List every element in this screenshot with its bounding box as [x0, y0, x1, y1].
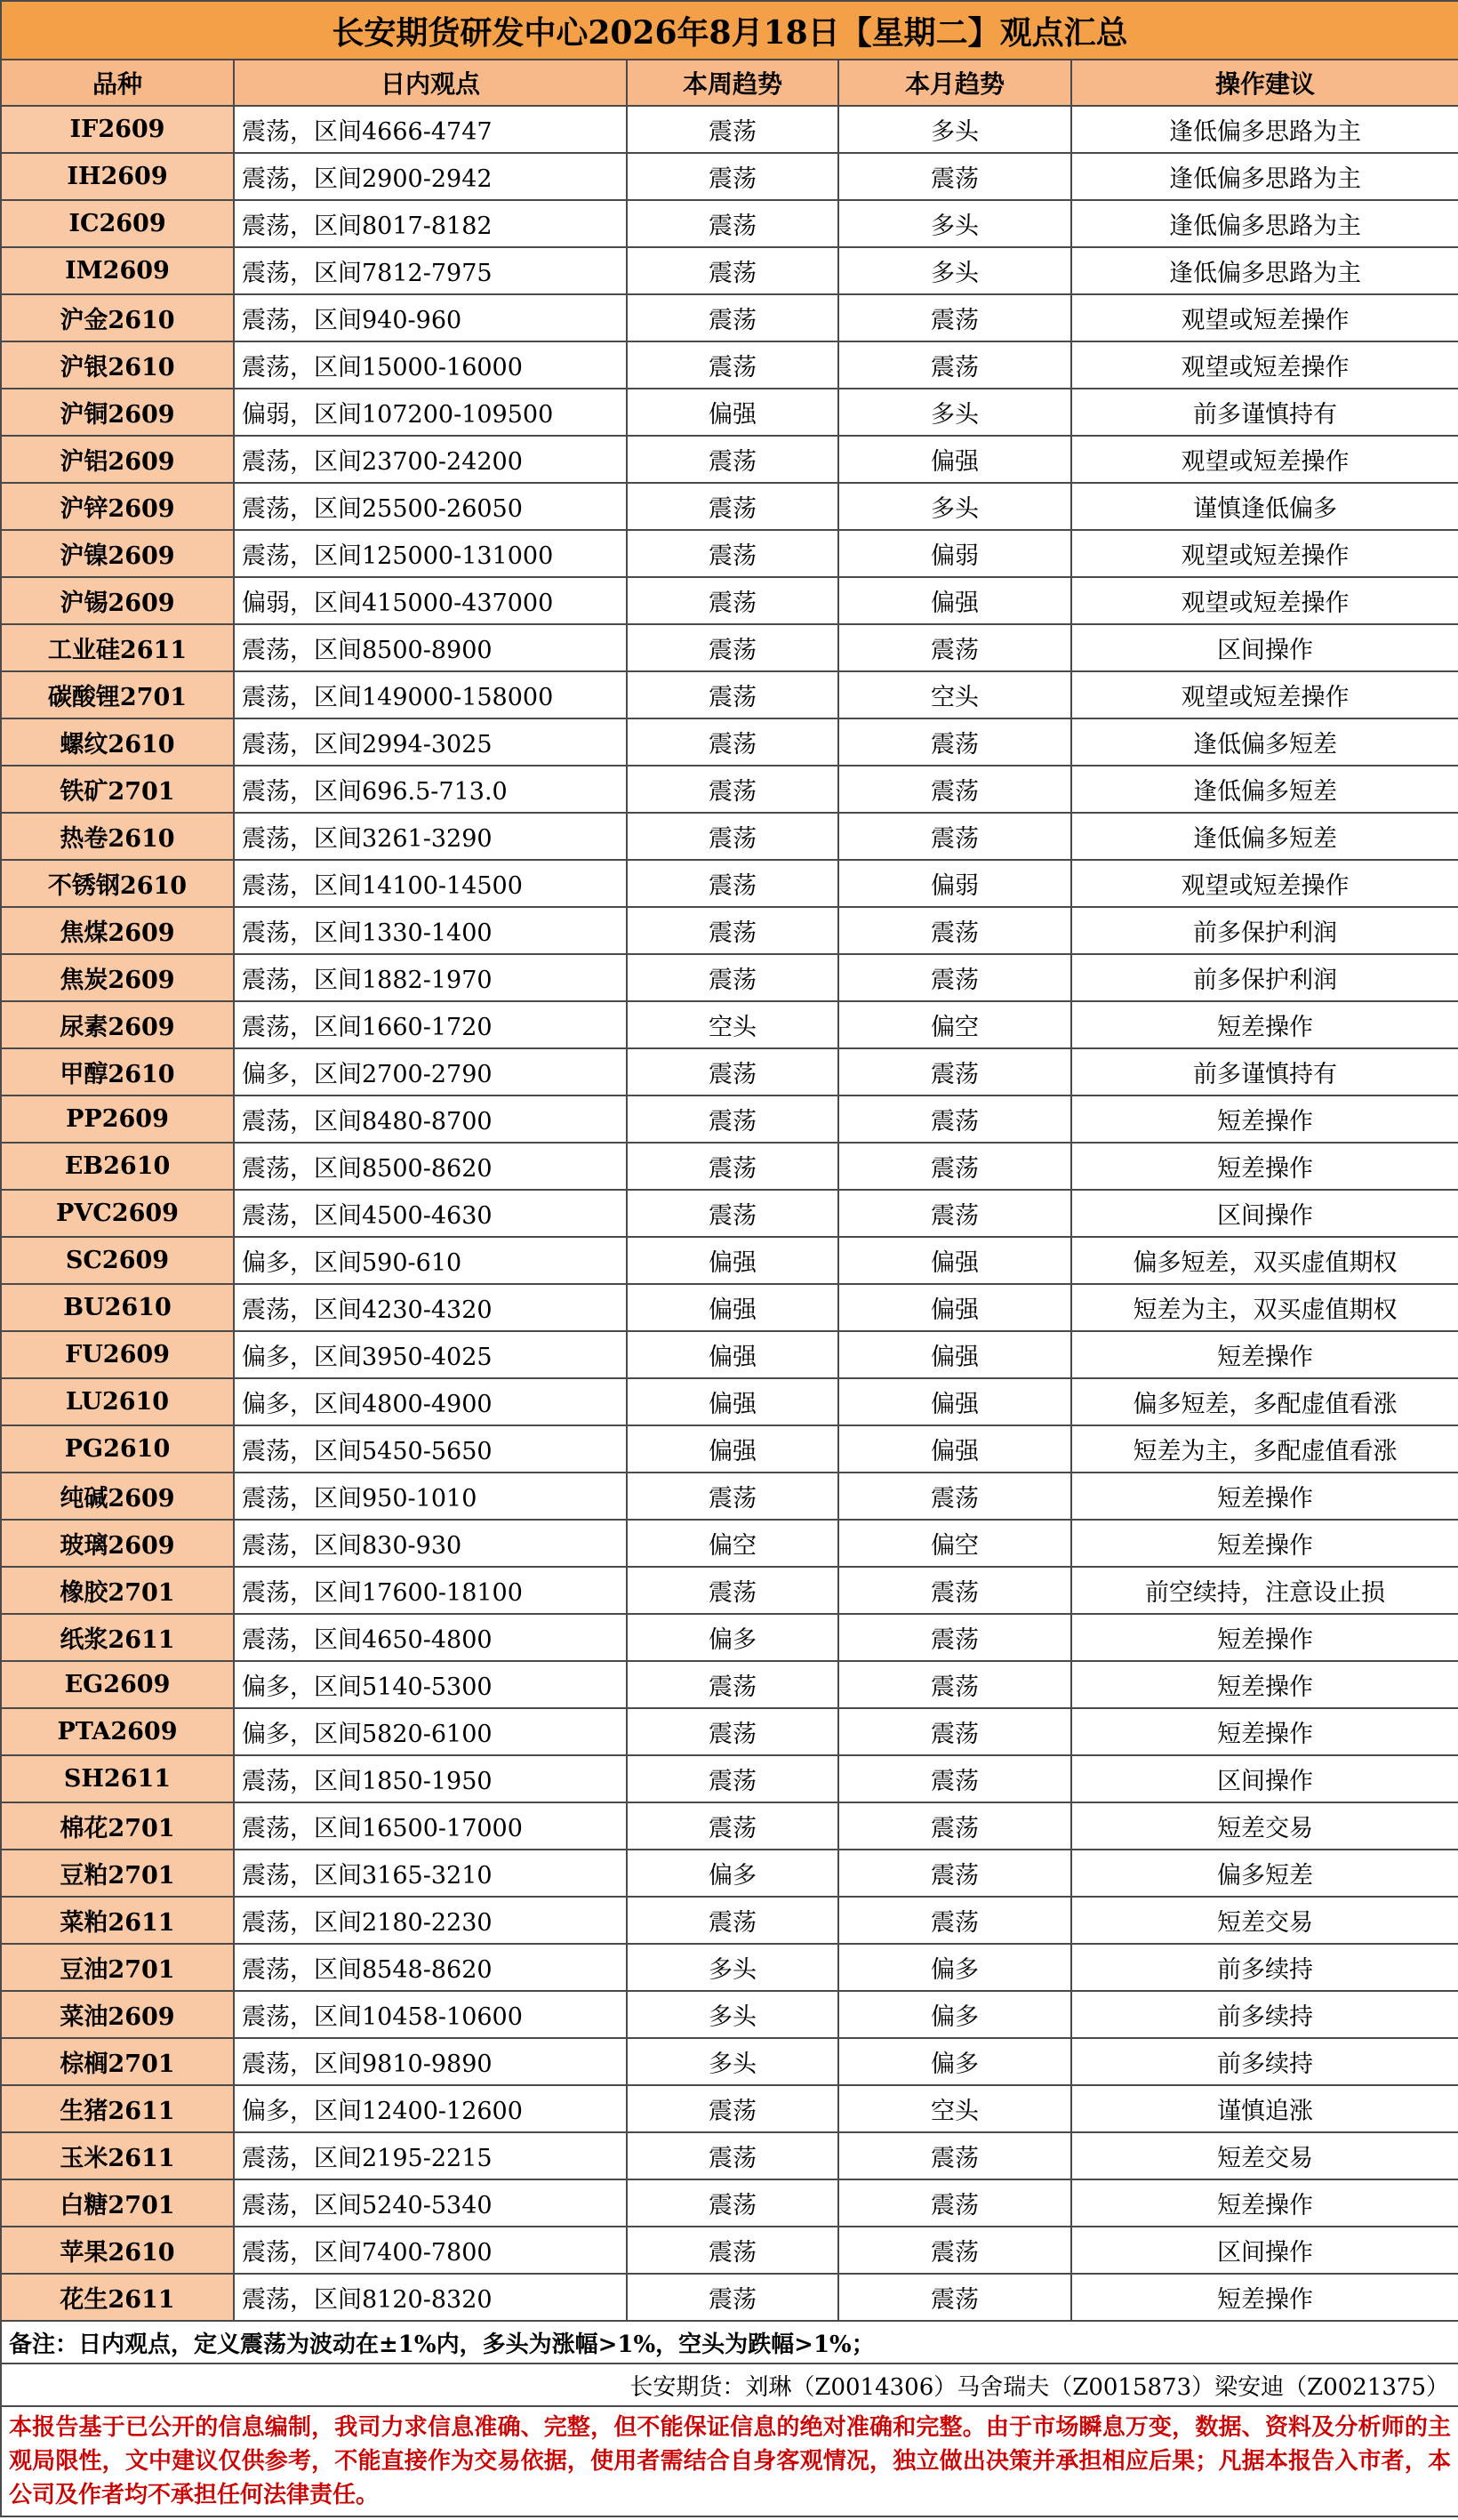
- cell-variety: 沪镍2609: [1, 530, 234, 577]
- cell-variety: IM2609: [1, 247, 234, 294]
- table-row: [1, 2179, 1458, 2227]
- cell-week-trend: 震荡: [627, 671, 838, 718]
- cell-week-trend: 震荡: [627, 1048, 838, 1095]
- cell-week-trend: 震荡: [627, 860, 838, 907]
- cell-month-trend: 震荡: [838, 813, 1071, 860]
- cell-advice: 观望或短差操作: [1071, 341, 1458, 389]
- cell-advice: 短差操作: [1071, 1001, 1458, 1048]
- cell-intraday-view: 震荡，区间940-960: [234, 294, 627, 341]
- cell-month-trend: 偏多: [838, 1991, 1071, 2038]
- table-row: [1, 1001, 1458, 1048]
- cell-variety: 甲醇2610: [1, 1048, 234, 1095]
- cell-month-trend: 震荡: [838, 907, 1071, 954]
- cell-intraday-view: 震荡，区间15000-16000: [234, 341, 627, 389]
- table-row: [1, 1802, 1458, 1850]
- cell-variety: 工业硅2611: [1, 624, 234, 671]
- table-row: [1, 2038, 1458, 2085]
- cell-advice: 逢低偏多思路为主: [1071, 106, 1458, 153]
- cell-week-trend: 震荡: [627, 341, 838, 389]
- table-row: [1, 483, 1458, 530]
- cell-month-trend: 偏空: [838, 1001, 1071, 1048]
- cell-week-trend: 震荡: [627, 2132, 838, 2179]
- table-row: [1, 200, 1458, 247]
- cell-advice: 谨慎追涨: [1071, 2085, 1458, 2132]
- table-row: [1, 718, 1458, 766]
- cell-variety: 菜粕2611: [1, 1897, 234, 1944]
- table-row: [1, 530, 1458, 577]
- cell-advice: 谨慎逢低偏多: [1071, 483, 1458, 530]
- cell-intraday-view: 震荡，区间8017-8182: [234, 200, 627, 247]
- cell-advice: 短差操作: [1071, 1143, 1458, 1190]
- cell-month-trend: 震荡: [838, 2274, 1071, 2321]
- cell-month-trend: 震荡: [838, 1095, 1071, 1143]
- cell-advice: 前多续持: [1071, 1991, 1458, 2038]
- table-row: [1, 1473, 1458, 1520]
- cell-advice: 短差交易: [1071, 1897, 1458, 1944]
- cell-intraday-view: 震荡，区间1882-1970: [234, 954, 627, 1001]
- cell-month-trend: 震荡: [838, 624, 1071, 671]
- table-row: [1, 1661, 1458, 1708]
- cell-intraday-view: 震荡，区间23700-24200: [234, 436, 627, 483]
- cell-month-trend: 偏强: [838, 1331, 1071, 1378]
- table-row: [1, 1095, 1458, 1143]
- cell-intraday-view: 震荡，区间25500-26050: [234, 483, 627, 530]
- cell-variety: 焦煤2609: [1, 907, 234, 954]
- cell-month-trend: 偏强: [838, 1284, 1071, 1331]
- cell-variety: LU2610: [1, 1378, 234, 1425]
- cell-week-trend: 震荡: [627, 1802, 838, 1850]
- analyst-credits-row: [1, 2364, 1458, 2406]
- cell-week-trend: 震荡: [627, 2274, 838, 2321]
- table-row: [1, 2274, 1458, 2321]
- cell-month-trend: 震荡: [838, 1802, 1071, 1850]
- cell-advice: 偏多短差，双买虚值期权: [1071, 1237, 1458, 1284]
- table-row: [1, 860, 1458, 907]
- cell-intraday-view: 偏多，区间590-610: [234, 1237, 627, 1284]
- cell-week-trend: 震荡: [627, 1190, 838, 1237]
- table-row: [1, 1991, 1458, 2038]
- table-row: [1, 341, 1458, 389]
- cell-month-trend: 震荡: [838, 1755, 1071, 1802]
- cell-month-trend: 偏强: [838, 436, 1071, 483]
- header-variety: 品种: [1, 60, 234, 106]
- cell-variety: SC2609: [1, 1237, 234, 1284]
- cell-intraday-view: 震荡，区间2180-2230: [234, 1897, 627, 1944]
- table-row: [1, 1567, 1458, 1614]
- cell-month-trend: 偏空: [838, 1520, 1071, 1567]
- cell-intraday-view: 偏多，区间4800-4900: [234, 1378, 627, 1425]
- cell-month-trend: 震荡: [838, 2227, 1071, 2274]
- table-row: [1, 1708, 1458, 1755]
- table-row: [1, 1190, 1458, 1237]
- table-row: [1, 436, 1458, 483]
- cell-intraday-view: 震荡，区间4666-4747: [234, 106, 627, 153]
- cell-variety: 纸浆2611: [1, 1614, 234, 1661]
- table-row: [1, 2085, 1458, 2132]
- cell-month-trend: 多头: [838, 483, 1071, 530]
- cell-variety: 螺纹2610: [1, 718, 234, 766]
- cell-intraday-view: 震荡，区间8500-8900: [234, 624, 627, 671]
- cell-advice: 观望或短差操作: [1071, 530, 1458, 577]
- cell-month-trend: 震荡: [838, 766, 1071, 813]
- cell-variety: 不锈钢2610: [1, 860, 234, 907]
- cell-variety: IH2609: [1, 153, 234, 200]
- cell-month-trend: 多头: [838, 106, 1071, 153]
- table-row: [1, 1237, 1458, 1284]
- cell-week-trend: 震荡: [627, 813, 838, 860]
- cell-variety: 棕榈2701: [1, 2038, 234, 2085]
- cell-week-trend: 空头: [627, 1001, 838, 1048]
- cell-intraday-view: 震荡，区间9810-9890: [234, 2038, 627, 2085]
- table-row: [1, 2227, 1458, 2274]
- cell-month-trend: 偏强: [838, 1378, 1071, 1425]
- cell-month-trend: 多头: [838, 247, 1071, 294]
- cell-month-trend: 空头: [838, 671, 1071, 718]
- cell-intraday-view: 震荡，区间696.5-713.0: [234, 766, 627, 813]
- cell-variety: 碳酸锂2701: [1, 671, 234, 718]
- cell-advice: 观望或短差操作: [1071, 860, 1458, 907]
- cell-month-trend: 震荡: [838, 1190, 1071, 1237]
- cell-variety: 玉米2611: [1, 2132, 234, 2179]
- table-row: [1, 1897, 1458, 1944]
- cell-advice: 短差操作: [1071, 1708, 1458, 1755]
- cell-week-trend: 震荡: [627, 436, 838, 483]
- cell-intraday-view: 震荡，区间14100-14500: [234, 860, 627, 907]
- cell-month-trend: 震荡: [838, 718, 1071, 766]
- header-intraday: 日内观点: [234, 60, 627, 106]
- table-row: [1, 1944, 1458, 1991]
- cell-advice: 短差为主，双买虚值期权: [1071, 1284, 1458, 1331]
- table-row: [1, 2132, 1458, 2179]
- cell-variety: 沪锡2609: [1, 577, 234, 624]
- cell-intraday-view: 震荡，区间8120-8320: [234, 2274, 627, 2321]
- cell-variety: 沪铝2609: [1, 436, 234, 483]
- cell-week-trend: 偏强: [627, 1331, 838, 1378]
- cell-month-trend: 多头: [838, 389, 1071, 436]
- cell-intraday-view: 震荡，区间2994-3025: [234, 718, 627, 766]
- cell-week-trend: 偏多: [627, 1850, 838, 1897]
- cell-advice: 前多续持: [1071, 1944, 1458, 1991]
- cell-variety: 苹果2610: [1, 2227, 234, 2274]
- table-row: [1, 624, 1458, 671]
- cell-advice: 前多续持: [1071, 2038, 1458, 2085]
- cell-week-trend: 震荡: [627, 1095, 838, 1143]
- cell-variety: 棉花2701: [1, 1802, 234, 1850]
- cell-advice: 观望或短差操作: [1071, 577, 1458, 624]
- cell-intraday-view: 震荡，区间16500-17000: [234, 1802, 627, 1850]
- cell-week-trend: 震荡: [627, 577, 838, 624]
- header-month-trend: 本月趋势: [838, 60, 1071, 106]
- cell-intraday-view: 偏多，区间5140-5300: [234, 1661, 627, 1708]
- table-row: [1, 907, 1458, 954]
- disclaimer: 本报告基于已公开的信息编制，我司力求信息准确、完整，但不能保证信息的绝对准确和完整。由于市场瞬息万变，数据、资料及分析师的主观局限性，文中建议仅供参考，不能直接作为交易依据，使用者需结合自身客观情况，独立做出决策并承担相应后果；凡据本报告入市者，本公司及作者均不承担任何法律责任。: [1, 2406, 1458, 2516]
- cell-advice: 观望或短差操作: [1071, 436, 1458, 483]
- cell-month-trend: 震荡: [838, 341, 1071, 389]
- cell-month-trend: 震荡: [838, 2132, 1071, 2179]
- cell-advice: 区间操作: [1071, 1190, 1458, 1237]
- cell-month-trend: 多头: [838, 200, 1071, 247]
- cell-advice: 区间操作: [1071, 1755, 1458, 1802]
- cell-variety: IF2609: [1, 106, 234, 153]
- cell-week-trend: 震荡: [627, 200, 838, 247]
- cell-variety: 沪银2610: [1, 341, 234, 389]
- header-advice: 操作建议: [1071, 60, 1458, 106]
- cell-week-trend: 震荡: [627, 247, 838, 294]
- cell-month-trend: 偏强: [838, 577, 1071, 624]
- cell-variety: PTA2609: [1, 1708, 234, 1755]
- cell-month-trend: 震荡: [838, 954, 1071, 1001]
- cell-week-trend: 偏空: [627, 1520, 838, 1567]
- cell-intraday-view: 震荡，区间1330-1400: [234, 907, 627, 954]
- cell-variety: PG2610: [1, 1425, 234, 1473]
- cell-week-trend: 震荡: [627, 1143, 838, 1190]
- cell-week-trend: 震荡: [627, 2085, 838, 2132]
- cell-intraday-view: 震荡，区间4230-4320: [234, 1284, 627, 1331]
- cell-week-trend: 震荡: [627, 2227, 838, 2274]
- cell-week-trend: 震荡: [627, 954, 838, 1001]
- table-row: [1, 1850, 1458, 1897]
- cell-variety: 豆粕2701: [1, 1850, 234, 1897]
- cell-week-trend: 偏强: [627, 1425, 838, 1473]
- cell-month-trend: 震荡: [838, 1143, 1071, 1190]
- cell-week-trend: 震荡: [627, 1661, 838, 1708]
- cell-variety: PVC2609: [1, 1190, 234, 1237]
- cell-advice: 短差操作: [1071, 2179, 1458, 2227]
- cell-week-trend: 多头: [627, 1944, 838, 1991]
- cell-month-trend: 震荡: [838, 1850, 1071, 1897]
- table-row: [1, 153, 1458, 200]
- cell-advice: 短差操作: [1071, 1661, 1458, 1708]
- cell-month-trend: 偏强: [838, 1425, 1071, 1473]
- cell-variety: 沪金2610: [1, 294, 234, 341]
- cell-intraday-view: 震荡，区间830-930: [234, 1520, 627, 1567]
- cell-advice: 短差为主，多配虚值看涨: [1071, 1425, 1458, 1473]
- cell-week-trend: 震荡: [627, 294, 838, 341]
- cell-month-trend: 震荡: [838, 1897, 1071, 1944]
- cell-intraday-view: 偏弱，区间107200-109500: [234, 389, 627, 436]
- cell-month-trend: 震荡: [838, 1661, 1071, 1708]
- cell-variety: BU2610: [1, 1284, 234, 1331]
- title-row: [1, 1, 1458, 60]
- disclaimer-row: [1, 2406, 1458, 2516]
- cell-month-trend: 震荡: [838, 294, 1071, 341]
- cell-intraday-view: 震荡，区间3165-3210: [234, 1850, 627, 1897]
- cell-month-trend: 震荡: [838, 1567, 1071, 1614]
- cell-intraday-view: 震荡，区间3261-3290: [234, 813, 627, 860]
- cell-month-trend: 震荡: [838, 1048, 1071, 1095]
- cell-variety: EB2610: [1, 1143, 234, 1190]
- cell-variety: 花生2611: [1, 2274, 234, 2321]
- cell-variety: 纯碱2609: [1, 1473, 234, 1520]
- cell-intraday-view: 震荡，区间149000-158000: [234, 671, 627, 718]
- cell-week-trend: 多头: [627, 1991, 838, 2038]
- table-row: [1, 1755, 1458, 1802]
- cell-month-trend: 偏弱: [838, 860, 1071, 907]
- cell-month-trend: 震荡: [838, 1473, 1071, 1520]
- cell-week-trend: 震荡: [627, 718, 838, 766]
- cell-intraday-view: 震荡，区间125000-131000: [234, 530, 627, 577]
- cell-intraday-view: 偏弱，区间415000-437000: [234, 577, 627, 624]
- cell-variety: EG2609: [1, 1661, 234, 1708]
- cell-intraday-view: 震荡，区间950-1010: [234, 1473, 627, 1520]
- cell-week-trend: 震荡: [627, 483, 838, 530]
- cell-week-trend: 震荡: [627, 1473, 838, 1520]
- cell-week-trend: 震荡: [627, 1897, 838, 1944]
- table-row: [1, 954, 1458, 1001]
- cell-advice: 短差操作: [1071, 1520, 1458, 1567]
- report-title: 长安期货研发中心2026年8月18日【星期二】观点汇总: [1, 1, 1458, 60]
- cell-advice: 短差操作: [1071, 1473, 1458, 1520]
- cell-advice: 短差操作: [1071, 1331, 1458, 1378]
- cell-variety: 焦炭2609: [1, 954, 234, 1001]
- table-row: [1, 1614, 1458, 1661]
- table-row: [1, 1520, 1458, 1567]
- cell-intraday-view: 震荡，区间10458-10600: [234, 1991, 627, 2038]
- cell-week-trend: 震荡: [627, 907, 838, 954]
- cell-intraday-view: 震荡，区间17600-18100: [234, 1567, 627, 1614]
- cell-advice: 短差交易: [1071, 1802, 1458, 1850]
- cell-week-trend: 偏强: [627, 1284, 838, 1331]
- cell-variety: IC2609: [1, 200, 234, 247]
- cell-variety: 菜油2609: [1, 1991, 234, 2038]
- cell-intraday-view: 震荡，区间8500-8620: [234, 1143, 627, 1190]
- table-row: [1, 1331, 1458, 1378]
- table-row: [1, 671, 1458, 718]
- cell-week-trend: 偏多: [627, 1614, 838, 1661]
- cell-intraday-view: 震荡，区间5240-5340: [234, 2179, 627, 2227]
- cell-intraday-view: 震荡，区间7400-7800: [234, 2227, 627, 2274]
- cell-intraday-view: 震荡，区间1850-1950: [234, 1755, 627, 1802]
- cell-month-trend: 震荡: [838, 1614, 1071, 1661]
- cell-week-trend: 震荡: [627, 1755, 838, 1802]
- cell-variety: PP2609: [1, 1095, 234, 1143]
- table-row: [1, 247, 1458, 294]
- table-row: [1, 1425, 1458, 1473]
- cell-advice: 前空续持，注意设止损: [1071, 1567, 1458, 1614]
- cell-advice: 短差操作: [1071, 1614, 1458, 1661]
- cell-week-trend: 震荡: [627, 1567, 838, 1614]
- cell-advice: 偏多短差: [1071, 1850, 1458, 1897]
- table-row: [1, 1378, 1458, 1425]
- cell-week-trend: 偏强: [627, 1237, 838, 1284]
- cell-intraday-view: 震荡，区间7812-7975: [234, 247, 627, 294]
- cell-variety: 橡胶2701: [1, 1567, 234, 1614]
- cell-month-trend: 偏弱: [838, 530, 1071, 577]
- cell-month-trend: 空头: [838, 2085, 1071, 2132]
- table-row: [1, 106, 1458, 153]
- cell-intraday-view: 偏多，区间12400-12600: [234, 2085, 627, 2132]
- cell-intraday-view: 震荡，区间2900-2942: [234, 153, 627, 200]
- table-row: [1, 1143, 1458, 1190]
- cell-week-trend: 震荡: [627, 624, 838, 671]
- cell-advice: 观望或短差操作: [1071, 671, 1458, 718]
- cell-advice: 前多保护利润: [1071, 954, 1458, 1001]
- cell-advice: 逢低偏多思路为主: [1071, 247, 1458, 294]
- analyst-credits: 长安期货：刘琳（Z0014306）马舍瑞夫（Z0015873）梁安迪（Z0021375）: [1, 2364, 1458, 2406]
- cell-variety: 白糖2701: [1, 2179, 234, 2227]
- cell-advice: 偏多短差，多配虚值看涨: [1071, 1378, 1458, 1425]
- cell-intraday-view: 震荡，区间5450-5650: [234, 1425, 627, 1473]
- cell-variety: 沪铜2609: [1, 389, 234, 436]
- header-row: [1, 60, 1458, 106]
- cell-week-trend: 震荡: [627, 2179, 838, 2227]
- cell-intraday-view: 震荡，区间4650-4800: [234, 1614, 627, 1661]
- cell-month-trend: 震荡: [838, 2179, 1071, 2227]
- cell-variety: SH2611: [1, 1755, 234, 1802]
- cell-intraday-view: 震荡，区间8480-8700: [234, 1095, 627, 1143]
- cell-advice: 逢低偏多短差: [1071, 718, 1458, 766]
- cell-week-trend: 震荡: [627, 766, 838, 813]
- cell-intraday-view: 震荡，区间2195-2215: [234, 2132, 627, 2179]
- cell-week-trend: 震荡: [627, 106, 838, 153]
- cell-variety: 豆油2701: [1, 1944, 234, 1991]
- cell-month-trend: 偏多: [838, 2038, 1071, 2085]
- cell-variety: 尿素2609: [1, 1001, 234, 1048]
- cell-advice: 前多谨慎持有: [1071, 1048, 1458, 1095]
- cell-advice: 逢低偏多思路为主: [1071, 153, 1458, 200]
- cell-advice: 前多保护利润: [1071, 907, 1458, 954]
- cell-advice: 短差操作: [1071, 1095, 1458, 1143]
- cell-week-trend: 偏强: [627, 389, 838, 436]
- cell-week-trend: 偏强: [627, 1378, 838, 1425]
- cell-month-trend: 偏强: [838, 1237, 1071, 1284]
- table-row: [1, 577, 1458, 624]
- cell-advice: 区间操作: [1071, 2227, 1458, 2274]
- cell-month-trend: 震荡: [838, 1708, 1071, 1755]
- cell-variety: FU2609: [1, 1331, 234, 1378]
- cell-intraday-view: 震荡，区间4500-4630: [234, 1190, 627, 1237]
- table-row: [1, 813, 1458, 860]
- cell-month-trend: 偏多: [838, 1944, 1071, 1991]
- cell-advice: 前多谨慎持有: [1071, 389, 1458, 436]
- cell-intraday-view: 偏多，区间3950-4025: [234, 1331, 627, 1378]
- footnote: 备注：日内观点，定义震荡为波动在±1%内，多头为涨幅>1%，空头为跌幅>1%；: [1, 2321, 1458, 2364]
- cell-advice: 逢低偏多短差: [1071, 766, 1458, 813]
- cell-week-trend: 多头: [627, 2038, 838, 2085]
- cell-variety: 铁矿2701: [1, 766, 234, 813]
- cell-week-trend: 震荡: [627, 530, 838, 577]
- cell-advice: 逢低偏多短差: [1071, 813, 1458, 860]
- cell-month-trend: 震荡: [838, 153, 1071, 200]
- cell-advice: 观望或短差操作: [1071, 294, 1458, 341]
- cell-intraday-view: 偏多，区间2700-2790: [234, 1048, 627, 1095]
- cell-advice: 短差交易: [1071, 2132, 1458, 2179]
- cell-intraday-view: 偏多，区间5820-6100: [234, 1708, 627, 1755]
- header-week-trend: 本周趋势: [627, 60, 838, 106]
- cell-week-trend: 震荡: [627, 1708, 838, 1755]
- table-row: [1, 766, 1458, 813]
- cell-intraday-view: 震荡，区间1660-1720: [234, 1001, 627, 1048]
- table-row: [1, 389, 1458, 436]
- footnote-row: [1, 2321, 1458, 2364]
- table-row: [1, 1048, 1458, 1095]
- cell-advice: 区间操作: [1071, 624, 1458, 671]
- table-row: [1, 294, 1458, 341]
- cell-week-trend: 震荡: [627, 153, 838, 200]
- cell-advice: 短差操作: [1071, 2274, 1458, 2321]
- cell-variety: 热卷2610: [1, 813, 234, 860]
- cell-intraday-view: 震荡，区间8548-8620: [234, 1944, 627, 1991]
- cell-variety: 沪锌2609: [1, 483, 234, 530]
- cell-variety: 玻璃2609: [1, 1520, 234, 1567]
- table-row: [1, 1284, 1458, 1331]
- cell-advice: 逢低偏多思路为主: [1071, 200, 1458, 247]
- cell-variety: 生猪2611: [1, 2085, 234, 2132]
